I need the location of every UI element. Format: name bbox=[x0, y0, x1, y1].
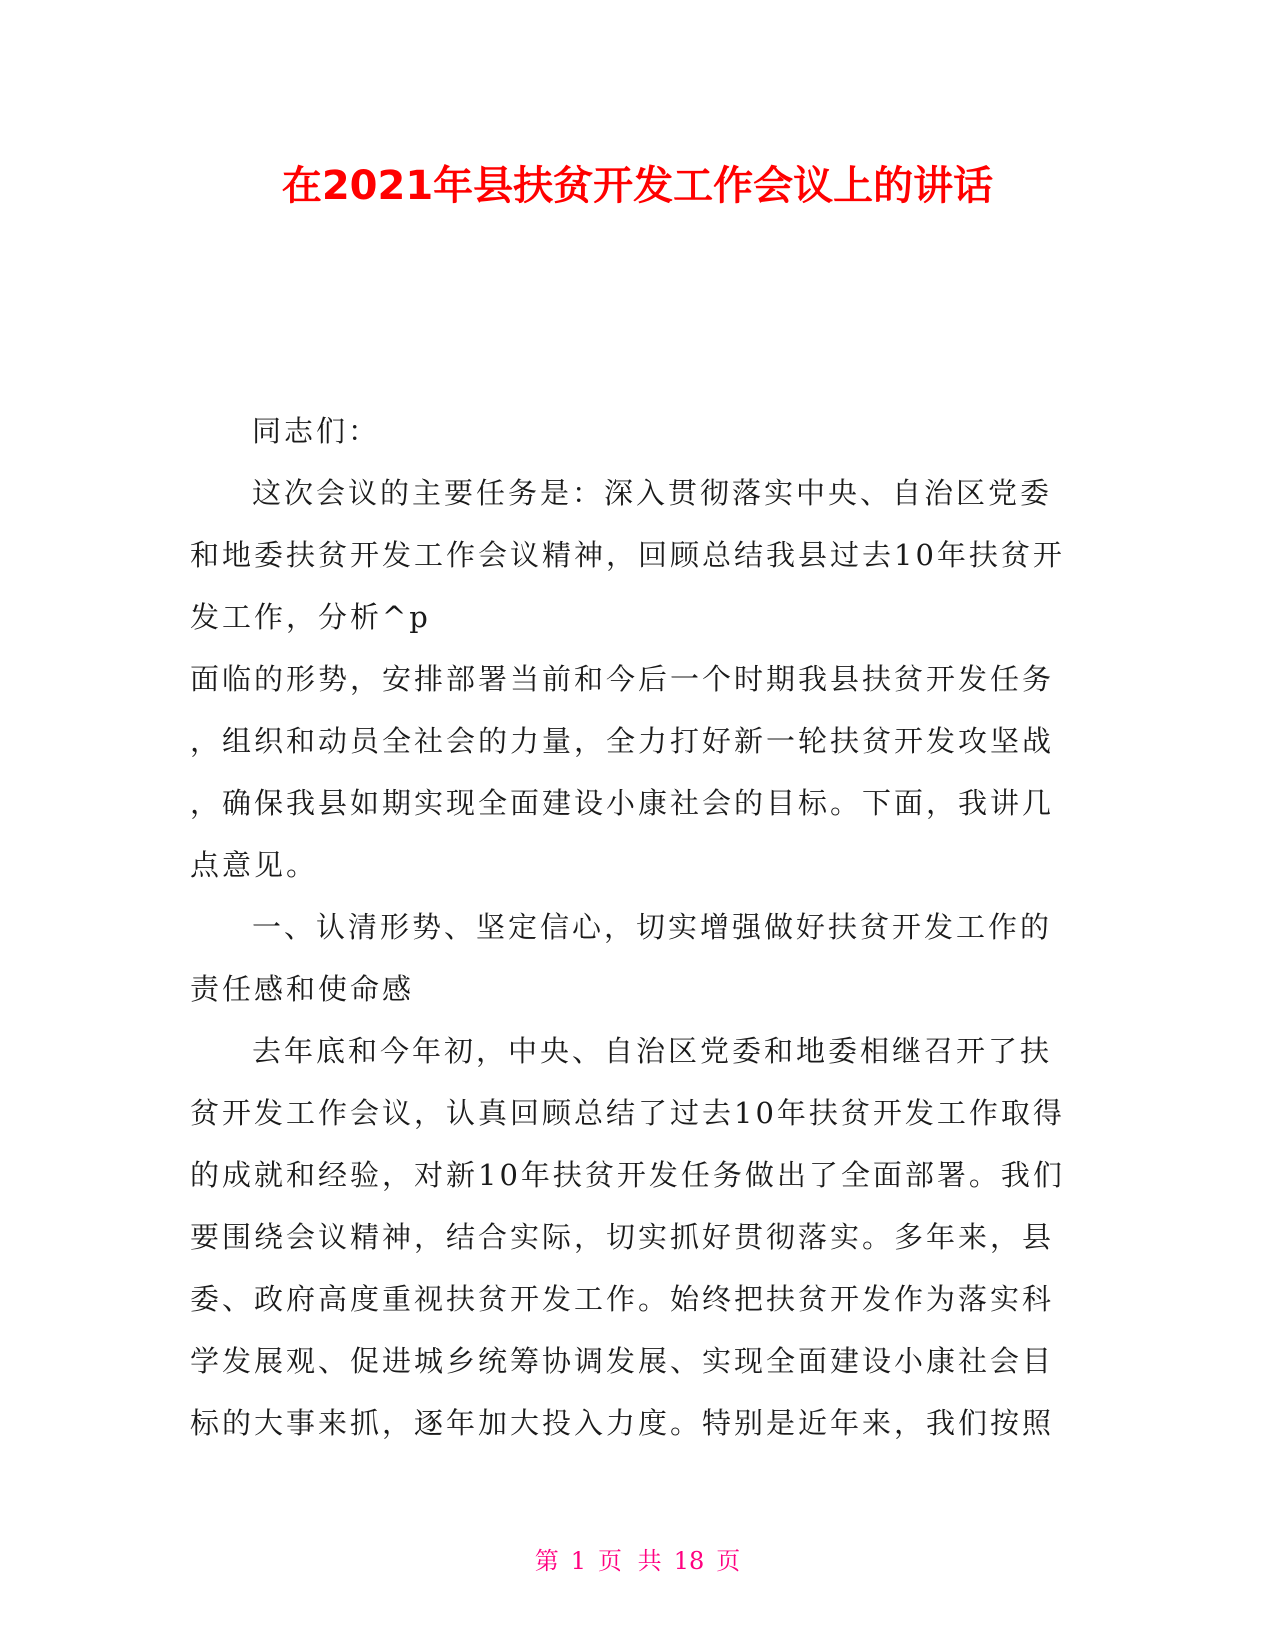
footer-page-label: 第 bbox=[534, 1547, 559, 1575]
paragraph-line: 发工作，分析^p bbox=[190, 600, 431, 634]
footer-total-pages: 18 bbox=[673, 1547, 705, 1575]
paragraph-line: ，组织和动员全社会的力量，全力打好新一轮扶贫开发攻坚战 bbox=[190, 724, 1055, 758]
paragraph-line: 贫开发工作会议，认真回顾总结了过去10年扶贫开发工作取得 bbox=[190, 1096, 1065, 1130]
paragraph-line: 点意见。 bbox=[190, 848, 319, 882]
paragraph-line: 去年底和今年初，中央、自治区党委和地委相继召开了扶 bbox=[252, 1034, 1053, 1068]
document-title: 在2021年县扶贫开发工作会议上的讲话 bbox=[281, 163, 994, 209]
paragraph-line: 面临的形势，安排部署当前和今后一个时期我县扶贫开发任务 bbox=[190, 662, 1055, 696]
section-heading-line: 责任感和使命感 bbox=[190, 972, 415, 1006]
paragraph-line: 委、政府高度重视扶贫开发工作。始终把扶贫开发作为落实科 bbox=[190, 1282, 1055, 1316]
paragraph-line: 学发展观、促进城乡统筹协调发展、实现全面建设小康社会目 bbox=[190, 1344, 1055, 1378]
paragraph-line: 标的大事来抓，逐年加大投入力度。特别是近年来，我们按照 bbox=[190, 1406, 1055, 1440]
salutation: 同志们： bbox=[252, 414, 381, 448]
footer-pages-label: 页 bbox=[716, 1547, 741, 1575]
page-footer bbox=[0, 1545, 1275, 1577]
footer-current-page: 1 bbox=[570, 1547, 587, 1575]
paragraph-line: 这次会议的主要任务是：深入贯彻落实中央、自治区党委 bbox=[252, 476, 1053, 510]
section-heading-line: 一、认清形势、坚定信心，切实增强做好扶贫开发工作的 bbox=[252, 910, 1053, 944]
paragraph-line: 的成就和经验，对新10年扶贫开发任务做出了全面部署。我们 bbox=[190, 1158, 1065, 1192]
paragraph-line: 和地委扶贫开发工作会议精神，回顾总结我县过去10年扶贫开 bbox=[190, 538, 1065, 572]
document-body bbox=[190, 400, 1090, 1454]
footer-of-label: 页 共 bbox=[598, 1547, 662, 1575]
paragraph-line: ，确保我县如期实现全面建设小康社会的目标。下面，我讲几 bbox=[190, 786, 1055, 820]
paragraph-line: 要围绕会议精神，结合实际，切实抓好贯彻落实。多年来，县 bbox=[190, 1220, 1055, 1254]
